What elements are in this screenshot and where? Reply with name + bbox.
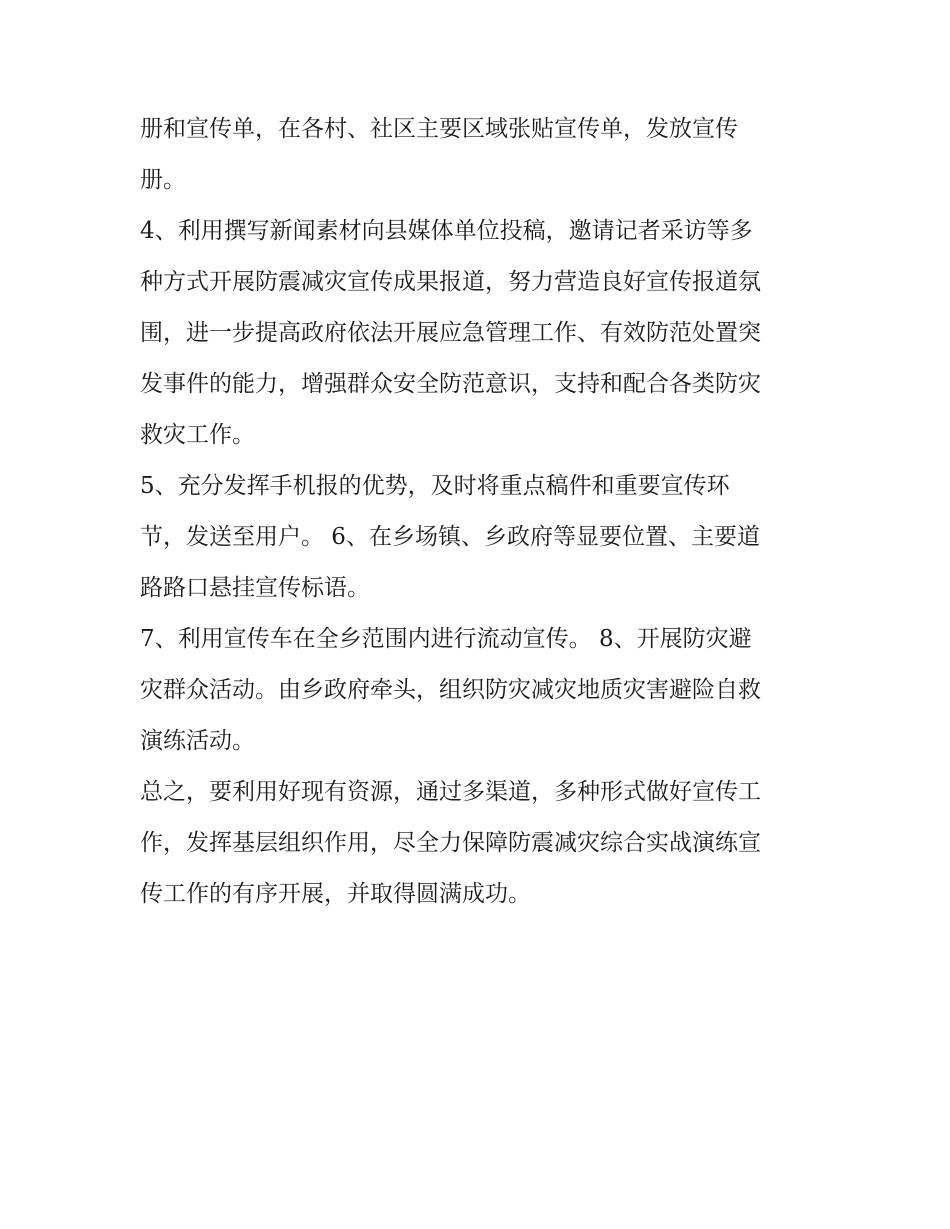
text-line: 册和宣传单，在各村、社区主要区域张贴宣传单，发放宣传 (140, 116, 738, 142)
text-line: 总之，要利用好现有资源，通过多渠道，多种形式做好宣传工 (140, 779, 761, 805)
text-line: 4、利用撰写新闻素材向县媒体单位投稿，邀请记者采访等多 (140, 218, 753, 244)
text-line: 救灾工作。 (140, 422, 255, 448)
document-body (140, 104, 830, 920)
text-line: 路路口悬挂宣传标语。 (140, 575, 370, 601)
text-line: 围，进一步提高政府依法开展应急管理工作、有效防范处置突 (140, 320, 761, 346)
text-line: 7、利用宣传车在全乡范围内进行流动宣传。 8、开展防灾避 (140, 626, 752, 652)
text-line: 作，发挥基层组织作用，尽全力保障防震减灾综合实战演练宣 (140, 830, 761, 856)
text-line: 节，发送至用户。 6、在乡场镇、乡政府等显要位置、主要道 (140, 524, 760, 550)
text-line: 灾群众活动。由乡政府牵头，组织防灾减灾地质灾害避险自救 (140, 677, 761, 703)
text-line: 发事件的能力，增强群众安全防范意识，支持和配合各类防灾 (140, 371, 761, 397)
text-line: 5、充分发挥手机报的优势，及时将重点稿件和重要宣传环 (140, 473, 730, 499)
text-line: 册。 (140, 167, 186, 193)
text-line: 传工作的有序开展，并取得圆满成功。 (140, 881, 531, 907)
text-line: 演练活动。 (140, 728, 255, 754)
text-line: 种方式开展防震减灾宣传成果报道，努力营造良好宣传报道氛 (140, 269, 761, 295)
